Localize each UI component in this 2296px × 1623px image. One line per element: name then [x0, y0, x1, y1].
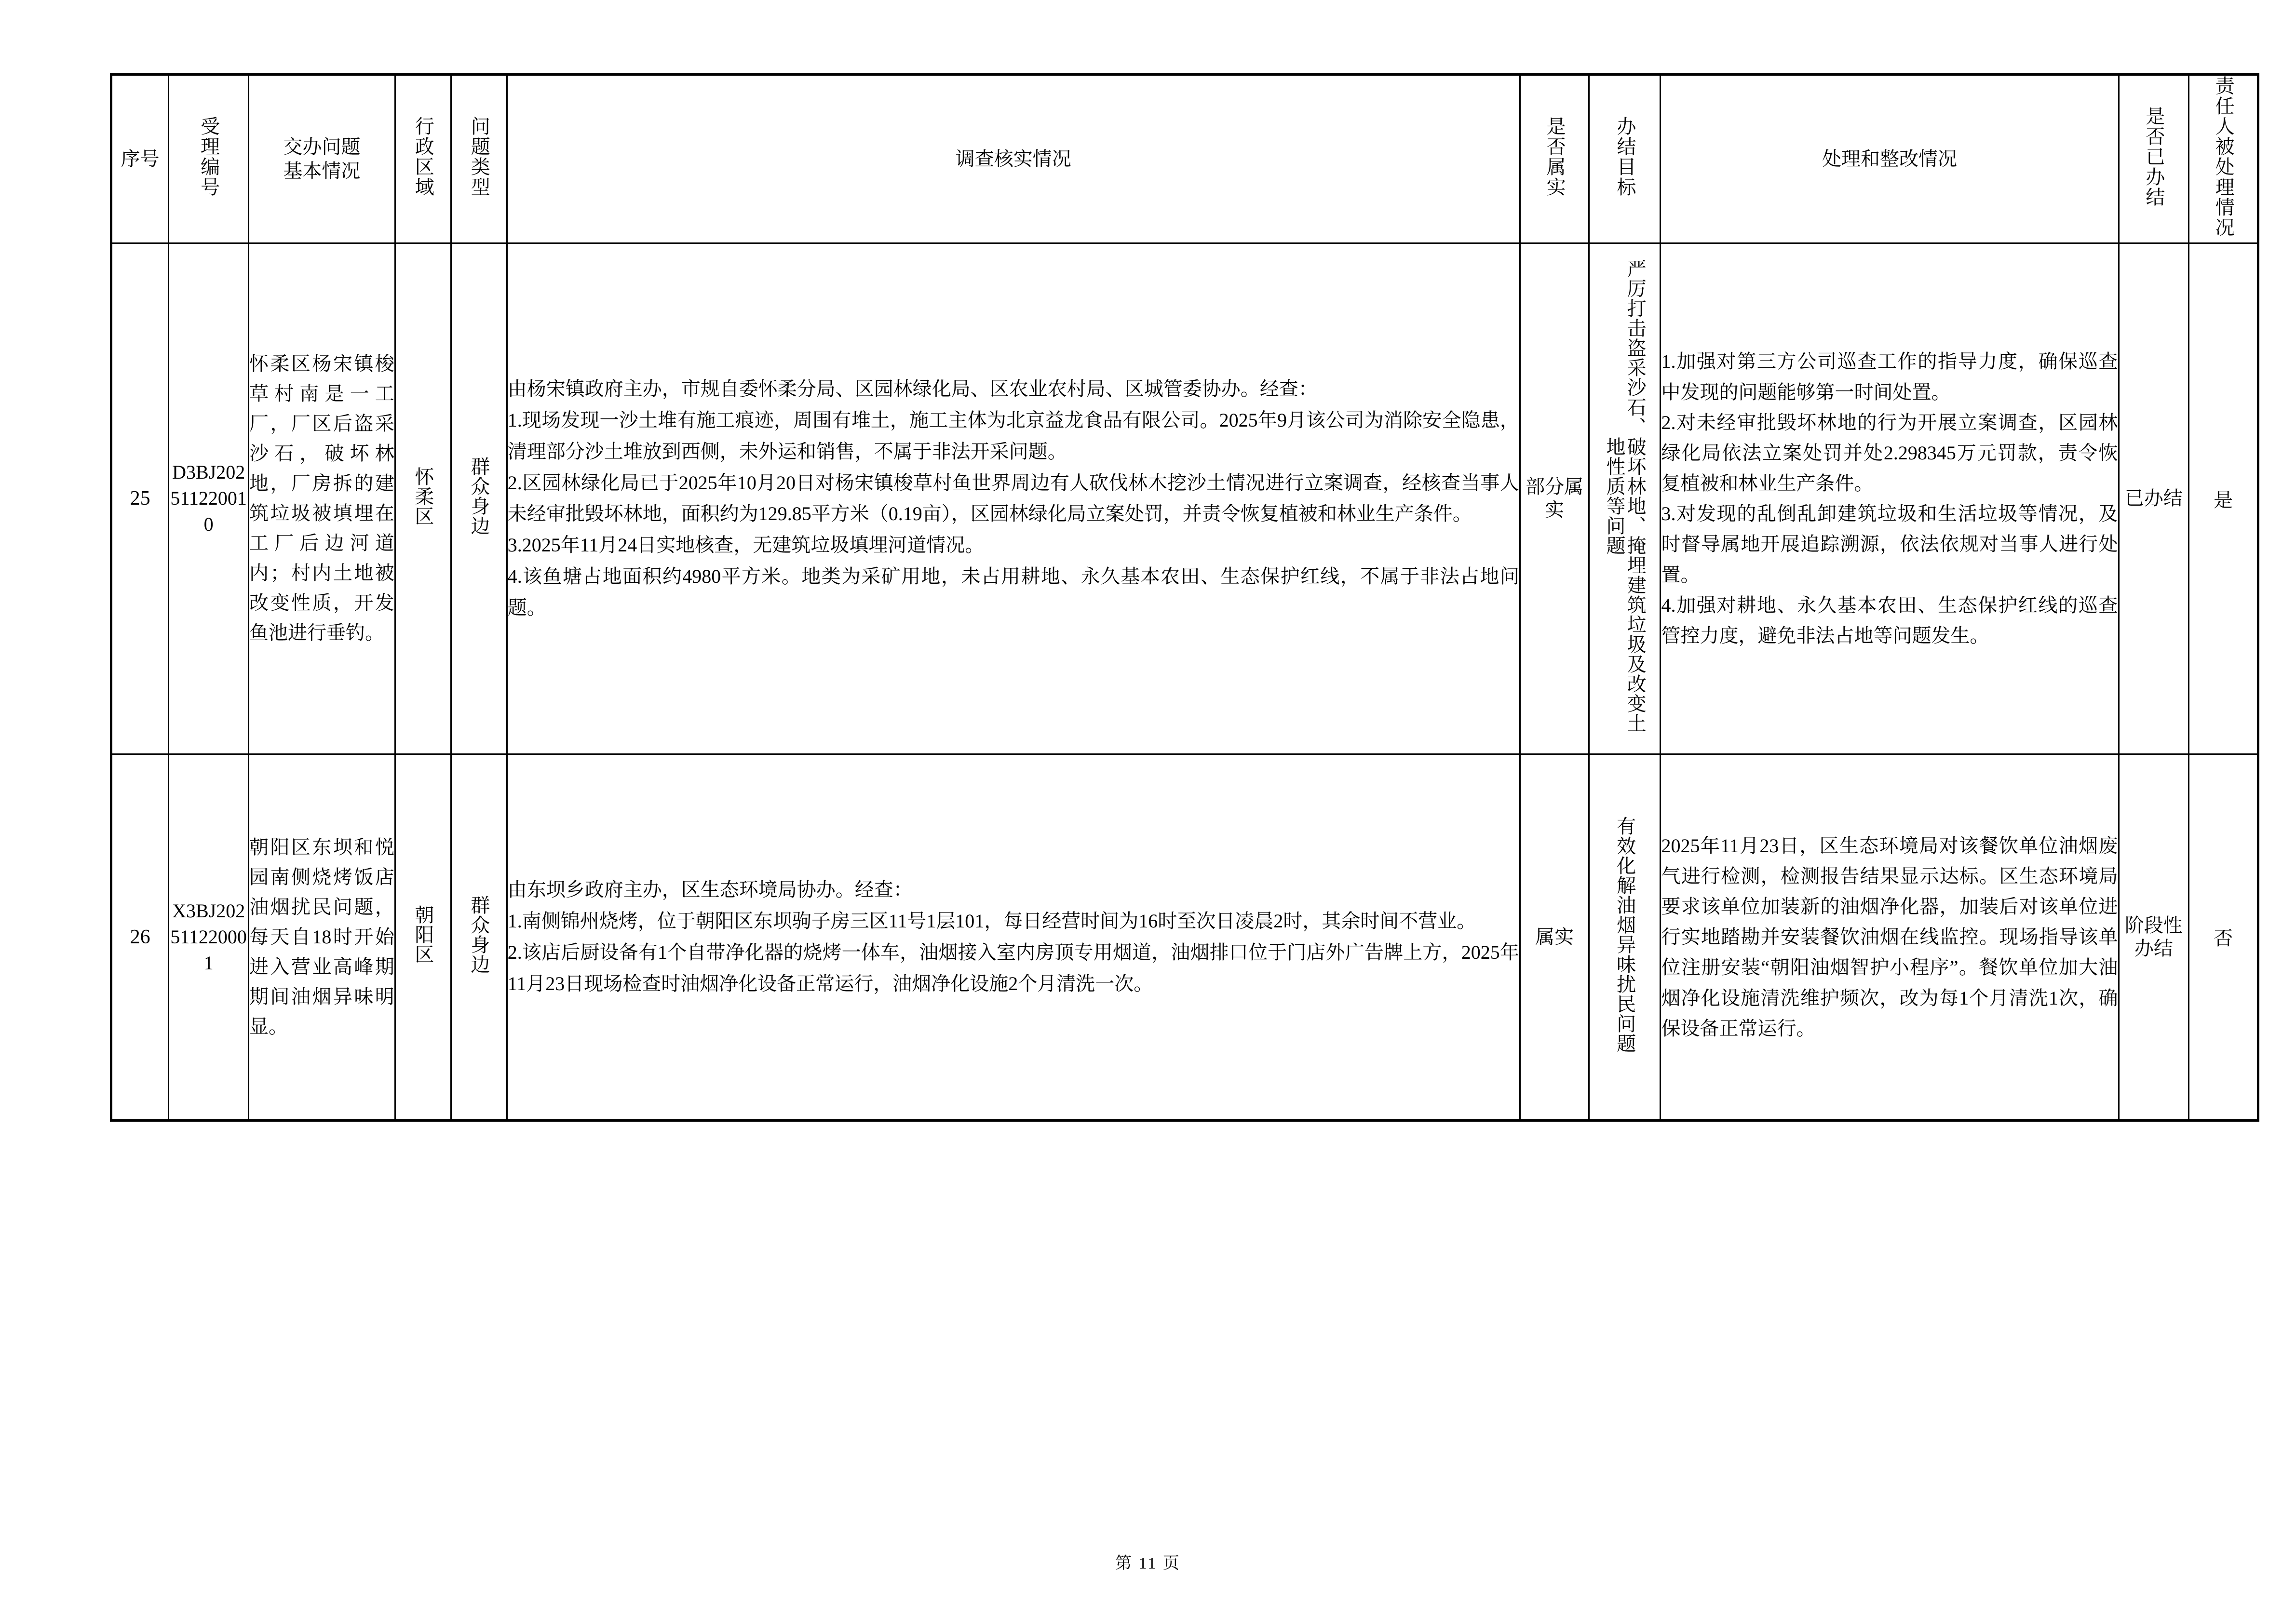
investigation-line: 2.该店后厨设备有1个自带净化器的烧烤一体车，油烟接入室内房顶专用烟道，油烟排口位于门店外广告牌上方，2025年11月23日现场检查时油烟净化设备正常运行，油烟净化设施2个月清洗一次。	[507, 941, 1519, 994]
cell-is-true: 属实	[1520, 754, 1589, 1120]
cell-problem-type-text: 群众身边	[468, 456, 490, 536]
header-label-region: 行政区域	[412, 116, 434, 197]
cell-code: X3BJ202511220001	[169, 754, 249, 1120]
investigation-line: 2.区园林绿化局已于2025年10月20日对杨宋镇梭草村鱼世界周边有人砍伐林木挖沙土情况进行立案调查，经核查当事人未经审批毁坏林地，面积约为129.85平方米（0.19亩），区园林绿化局立案处罚，并责令恢复植被和林业生产条件。	[507, 471, 1519, 525]
cell-is-done: 阶段性办结	[2119, 754, 2189, 1120]
cell-responsible: 否	[2189, 754, 2258, 1120]
cell-code: D3BJ202511220010	[169, 243, 249, 754]
cell-problem-type	[451, 754, 507, 1120]
fix-lines	[1661, 346, 2118, 651]
investigation-lines	[508, 374, 1519, 623]
header-cell-investigation	[507, 75, 1520, 243]
header-cell-basic	[249, 75, 395, 243]
cell-goal	[1589, 243, 1661, 754]
cell-responsible: 是	[2189, 243, 2258, 754]
header-label-problem-type: 问题类型	[468, 116, 490, 197]
header-cell-seq	[111, 75, 169, 243]
header-cell-problem-type	[451, 75, 507, 243]
cell-goal-text: 严厉打击盗采沙石、破坏林地、掩埋建筑垃圾及改变土地性质等问题	[1603, 259, 1647, 734]
cell-investigation	[507, 754, 1520, 1120]
header-cell-region	[395, 75, 451, 243]
cell-seq: 26	[111, 754, 169, 1120]
header-label-investigation: 调查核实情况	[955, 148, 1071, 170]
header-label-is-done: 是否已办结	[2143, 106, 2165, 207]
investigation-line: 1.现场发现一沙土堆有施工痕迹，周围有堆土，施工主体为北京益龙食品有限公司。2025年9月该公司为消除安全隐患，清理部分沙土堆放到西侧，未外运和销售，不属于非法开采问题。	[507, 409, 1519, 462]
investigation-line: 1.南侧锦州烧烤，位于朝阳区东坝驹子房三区11号1层101，每日经营时间为16时至次日凌晨2时，其余时间不营业。	[507, 910, 1476, 932]
fix-line: 4.加强对耕地、永久基本农田、生态保护红线的巡查管控力度，避免非法占地等问题发生。	[1661, 594, 2118, 647]
header-label-basic-line1: 交办问题	[283, 135, 361, 158]
header-label-code: 受理编号	[198, 116, 220, 197]
report-table-container	[110, 73, 2259, 1122]
header-label-basic-line2: 基本情况	[283, 160, 361, 182]
table-header	[111, 75, 2258, 243]
investigation-line: 4.该鱼塘占地面积约4980平方米。地类为采矿用地，未占用耕地、永久基本农田、生态保护红线，不属于非法占地问题。	[507, 565, 1519, 618]
header-label-is-true: 是否属实	[1544, 116, 1566, 197]
header-row	[111, 75, 2258, 243]
cell-seq: 25	[111, 243, 169, 754]
fix-lines	[1661, 831, 2118, 1044]
cell-region	[395, 243, 451, 754]
header-cell-goal	[1589, 75, 1661, 243]
investigation-line: 由杨宋镇政府主办，市规自委怀柔分局、区园林绿化局、区农业农村局、区城管委协办。经查：	[507, 378, 1318, 400]
cell-is-true: 部分属实	[1520, 243, 1589, 754]
table-row	[111, 754, 2258, 1120]
cell-region-text: 怀柔区	[412, 466, 434, 526]
page-footer: 第 11 页	[1115, 1555, 1181, 1572]
investigation-line: 由东坝乡政府主办，区生态环境局协办。经查：	[507, 879, 913, 901]
header-cell-responsible	[2189, 75, 2258, 243]
cell-investigation	[507, 243, 1520, 754]
header-cell-code	[169, 75, 249, 243]
table-body	[111, 243, 2258, 1120]
cell-fix	[1661, 243, 2119, 754]
header-cell-is-true	[1520, 75, 1589, 243]
cell-problem-type-text: 群众身边	[468, 895, 490, 974]
cell-region-text: 朝阳区	[412, 905, 434, 965]
handling-report-table	[110, 73, 2259, 1122]
cell-problem-type	[451, 243, 507, 754]
cell-region	[395, 754, 451, 1120]
fix-line: 2.对未经审批毁坏林地的行为开展立案调查，区园林绿化局依法立案处罚并处2.298345万元罚款，责令恢复植被和林业生产条件。	[1661, 411, 2118, 495]
cell-basic: 怀柔区杨宋镇梭草村南是一工厂，厂区后盗采沙石，破坏林地，厂房拆的建筑垃圾被填埋在工厂后边河道内；村内土地被改变性质，开发鱼池进行垂钓。	[249, 243, 395, 754]
cell-is-done: 已办结	[2119, 243, 2189, 754]
cell-fix	[1661, 754, 2119, 1120]
header-label-fix: 处理和整改情况	[1822, 148, 1957, 170]
investigation-lines	[508, 874, 1519, 999]
cell-basic: 朝阳区东坝和悦园南侧烧烤饭店油烟扰民问题，每天自18时开始进入营业高峰期期间油烟异味明显。	[249, 754, 395, 1120]
fix-line: 1.加强对第三方公司巡查工作的指导力度，确保巡查中发现的问题能够第一时间处置。	[1661, 350, 2118, 403]
cell-goal-text: 有效化解油烟异味扰民问题	[1614, 816, 1636, 1053]
investigation-line: 3.2025年11月24日实地核查，无建筑垃圾填埋河道情况。	[507, 534, 985, 556]
cell-goal	[1589, 754, 1661, 1120]
header-label-responsible: 责任人被处理情况	[2213, 76, 2235, 238]
header-cell-fix	[1661, 75, 2119, 243]
fix-line: 2025年11月23日，区生态环境局对该餐饮单位油烟废气进行检测，检测报告结果显示达标。区生态环境局要求该单位加装新的油烟净化器，加装后对该单位进行实地踏勘并安装餐饮油烟在线监控。现场指导该单位注册安装“朝阳油烟智护小程序”。餐饮单位加大油烟净化设施清洗维护频次，改为每1个月清洗1次，确保设备正常运行。	[1661, 834, 2118, 1039]
header-cell-is-done	[2119, 75, 2189, 243]
fix-line: 3.对发现的乱倒乱卸建筑垃圾和生活垃圾等情况，及时督导属地开展追踪溯源，依法依规对当事人进行处置。	[1661, 503, 2118, 586]
header-label-seq: 序号	[121, 148, 160, 170]
header-label-goal: 办结目标	[1614, 116, 1636, 197]
table-row	[111, 243, 2258, 754]
